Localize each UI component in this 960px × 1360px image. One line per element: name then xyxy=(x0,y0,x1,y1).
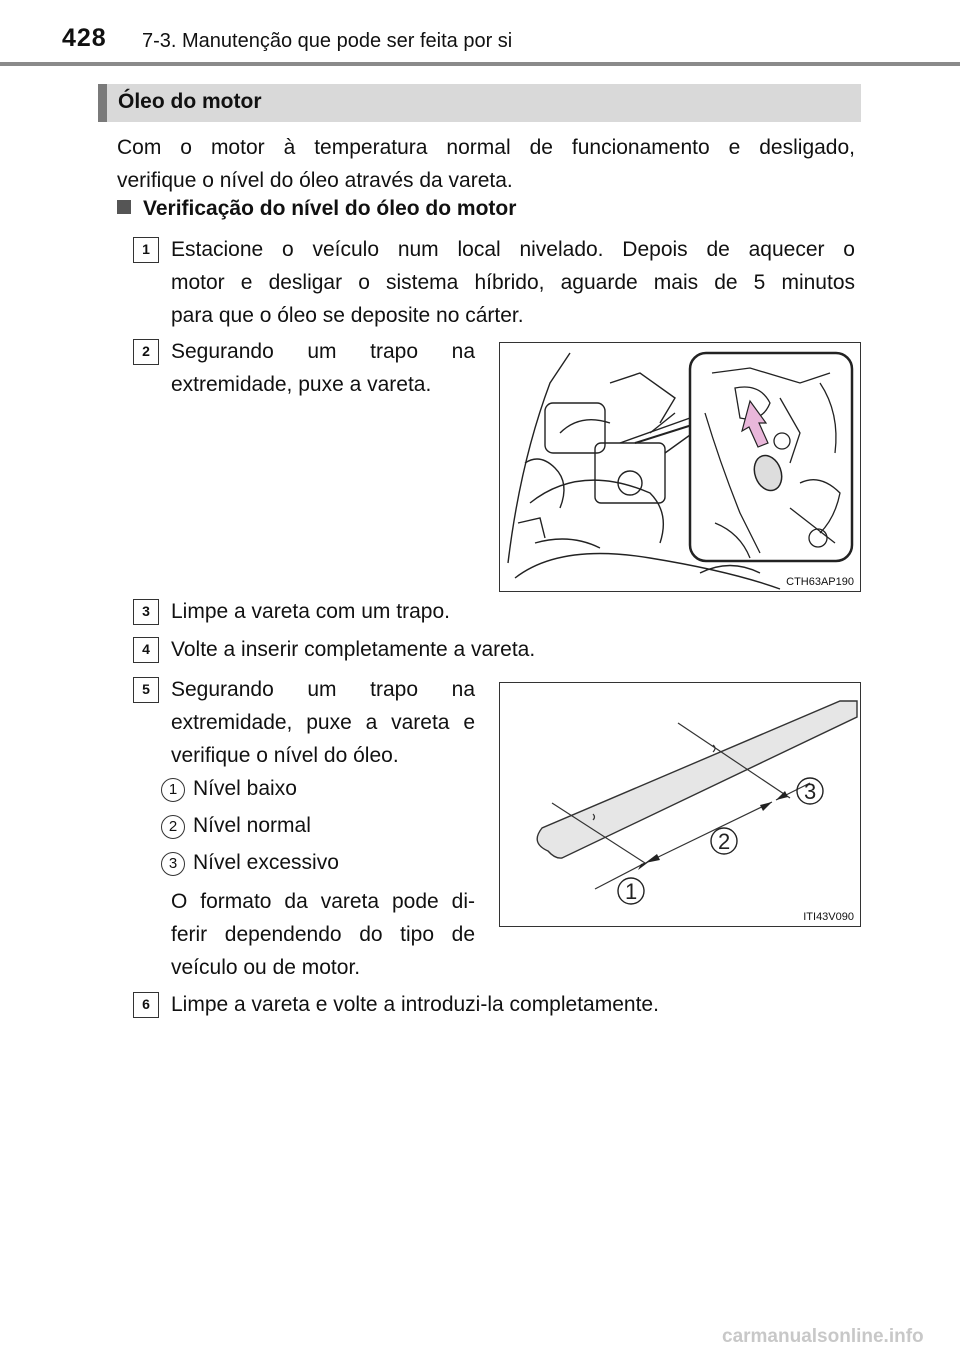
level-badge-2: 2 xyxy=(161,815,185,839)
subheading xyxy=(117,197,516,221)
step-4-text: Volte a inserir completamente a vareta. xyxy=(171,638,536,661)
chapter-title: 7-3. Manutenção que pode ser feita por si xyxy=(142,30,513,52)
header-divider xyxy=(0,62,960,66)
step-badge-2: 2 xyxy=(133,339,159,365)
dipstick-illustration xyxy=(500,683,859,925)
marker-2-label: 2 xyxy=(718,829,731,854)
engine-figure-code: CTH63AP190 xyxy=(786,576,854,588)
step-5-note-line-3: veículo ou de motor. xyxy=(171,956,361,979)
step-5-line-2: extremidade, puxe a vareta e xyxy=(171,711,475,734)
level-low-label: Nível baixo xyxy=(193,777,297,800)
step-badge-1: 1 xyxy=(133,237,159,263)
step-5-note-line-2: ferir dependendo do tipo de xyxy=(171,923,475,946)
step-2-line-1: Segurando um trapo na xyxy=(171,340,475,363)
engine-illustration xyxy=(500,343,859,590)
step-1-line-2: motor e desligar o sistema híbrido, aguarde mais de 5 minutos xyxy=(171,271,855,294)
level-excess-label: Nível excessivo xyxy=(193,851,339,874)
watermark: carmanualsonline.info xyxy=(722,1326,924,1347)
step-badge-5: 5 xyxy=(133,677,159,703)
step-1-line-1: Estacione o veículo num local nivelado. Depois de aquecer o xyxy=(171,238,855,261)
step-badge-6: 6 xyxy=(133,992,159,1018)
step-2-line-2: extremidade, puxe a vareta. xyxy=(171,373,432,396)
engine-figure xyxy=(499,342,861,592)
intro-line-2: verifique o nível do óleo através da vareta. xyxy=(117,169,513,192)
marker-3-label: 3 xyxy=(804,779,817,804)
page-number: 428 xyxy=(62,24,107,52)
intro-line-1: Com o motor à temperatura normal de funcionamento e desligado, xyxy=(117,136,855,159)
step-5-line-1: Segurando um trapo na xyxy=(171,678,475,701)
marker-1-label: 1 xyxy=(625,879,638,904)
step-3-text: Limpe a vareta com um trapo. xyxy=(171,600,450,623)
level-normal-label: Nível normal xyxy=(193,814,311,837)
section-title: Óleo do motor xyxy=(118,90,262,113)
dipstick-figure-code: ITI43V090 xyxy=(803,911,854,923)
subheading-text: Verificação do nível do óleo do motor xyxy=(143,197,517,220)
step-5-line-3: verifique o nível do óleo. xyxy=(171,744,399,767)
section-accent xyxy=(98,84,107,122)
step-6-text: Limpe a vareta e volte a introduzi-la completamente. xyxy=(171,993,659,1016)
step-badge-3: 3 xyxy=(133,599,159,625)
section-title-bar xyxy=(98,84,861,122)
square-bullet-icon xyxy=(117,200,131,214)
level-badge-1: 1 xyxy=(161,778,185,802)
step-badge-4: 4 xyxy=(133,637,159,663)
step-1-line-3: para que o óleo se deposite no cárter. xyxy=(171,304,524,327)
dipstick-figure xyxy=(499,682,861,927)
level-badge-3: 3 xyxy=(161,852,185,876)
step-5-note-line-1: O formato da vareta pode di- xyxy=(171,890,475,913)
